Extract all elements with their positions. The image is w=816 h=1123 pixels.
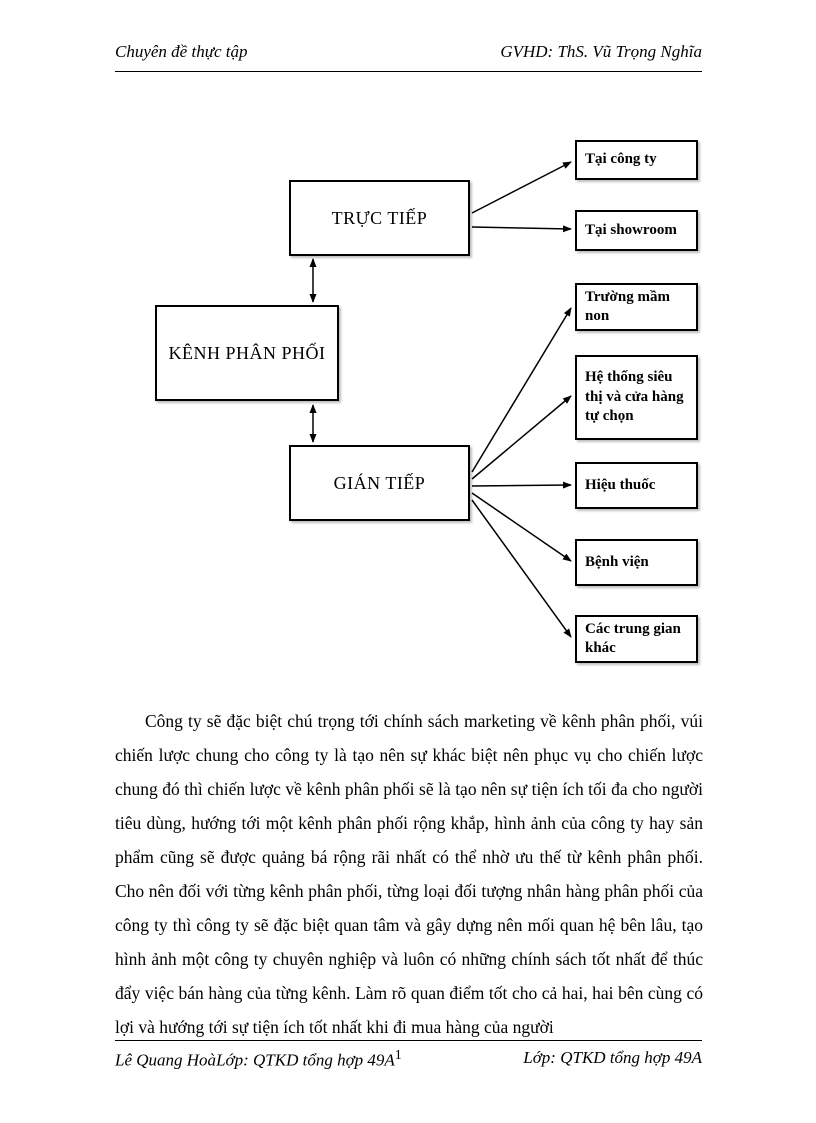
footer-author-class: Lớp: QTKD tổng hợp 49A [216, 1050, 395, 1070]
footer-left [115, 1048, 402, 1071]
diagram-box-at-company [575, 140, 698, 180]
diagram-box-supermarket-system [575, 355, 698, 440]
diagram-box-label: KÊNH PHÂN PHỐI [168, 342, 326, 363]
arrow-indirect-to-hospital [472, 493, 571, 561]
footer-page-number: 1 [394, 1048, 402, 1063]
diagram-box-label: Tại công ty [585, 151, 657, 168]
diagram-box-label: Hệ thống siêu thị và cửa hàng tự chọn [585, 369, 684, 425]
arrow-direct-to-showroom [472, 227, 571, 229]
diagram-box-label: TRỰC TIẾP [331, 207, 428, 228]
footer-author-name: Lê Quang Hoà [115, 1050, 217, 1070]
arrow-direct-to-company [472, 162, 571, 213]
arrow-indirect-to-supermarket [472, 396, 571, 479]
diagram-box-label: Các trung gian khác [585, 620, 681, 656]
diagram-box-distribution-channel [155, 305, 339, 401]
header-left-title: Chuyên đề thực tập [115, 42, 248, 61]
footer-right-class: Lớp: QTKD tổng hợp 49A [523, 1048, 702, 1067]
page-header [115, 42, 702, 72]
diagram-box-label: GIÁN TIẾP [333, 472, 426, 493]
diagram-box-indirect [289, 445, 470, 521]
diagram-box-label: Hiệu thuốc [585, 476, 656, 493]
diagram-box-label: Tại showroom [585, 221, 677, 238]
body-paragraph: Công ty sẽ đặc biệt chú trọng tới chính sách marketing về kênh phân phối, vúi chiến lược chung cho công ty là tạo nên sự khác biệt nên phục vụ cho chiến lược chung đó thì chiến lược về kênh phân phối sẽ là tạo nên sự tiện ích tối đa cho người tiêu dùng, hướng tới một kênh phân phối rộng khắp, hình ảnh của công ty hay sản phẩm cũng sẽ được quảng bá rộng rãi nhất có thể nhờ ưu thế từ kênh phân phối. Cho nên đối với từng kênh phân phối, từng loại đối tượng nhân hàng phân phối của công ty thì công ty sẽ đặc biệt quan tâm và gây dựng nên mối quan hệ bên lâu, tạo hình ảnh một công ty chuyên nghiệp và luôn có những chính sách tốt nhất để thúc đẩy việc bán hàng của từng kênh. Làm rõ quan điểm tốt cho cả hai, hai bên cùng có lợi và hướng tới sự tiện ích tốt nhất khi đi mua hàng của người [115, 711, 703, 1037]
arrow-indirect-to-kindergarten [472, 308, 571, 472]
arrow-indirect-to-others [472, 500, 571, 637]
diagram-box-hospital [575, 539, 698, 586]
diagram-box-direct [289, 180, 470, 256]
diagram-box-other-intermediaries [575, 615, 698, 663]
diagram-box-kindergarten [575, 283, 698, 331]
diagram-box-at-showroom [575, 210, 698, 251]
arrow-indirect-to-pharmacy [472, 485, 571, 486]
diagram-box-label: Bệnh viện [585, 553, 649, 570]
header-right-advisor: GVHD: ThS. Vũ Trọng Nghĩa [500, 42, 702, 61]
diagram-box-label: Trường mầm non [585, 288, 670, 324]
page-footer [115, 1040, 702, 1071]
diagram-box-pharmacy [575, 462, 698, 509]
